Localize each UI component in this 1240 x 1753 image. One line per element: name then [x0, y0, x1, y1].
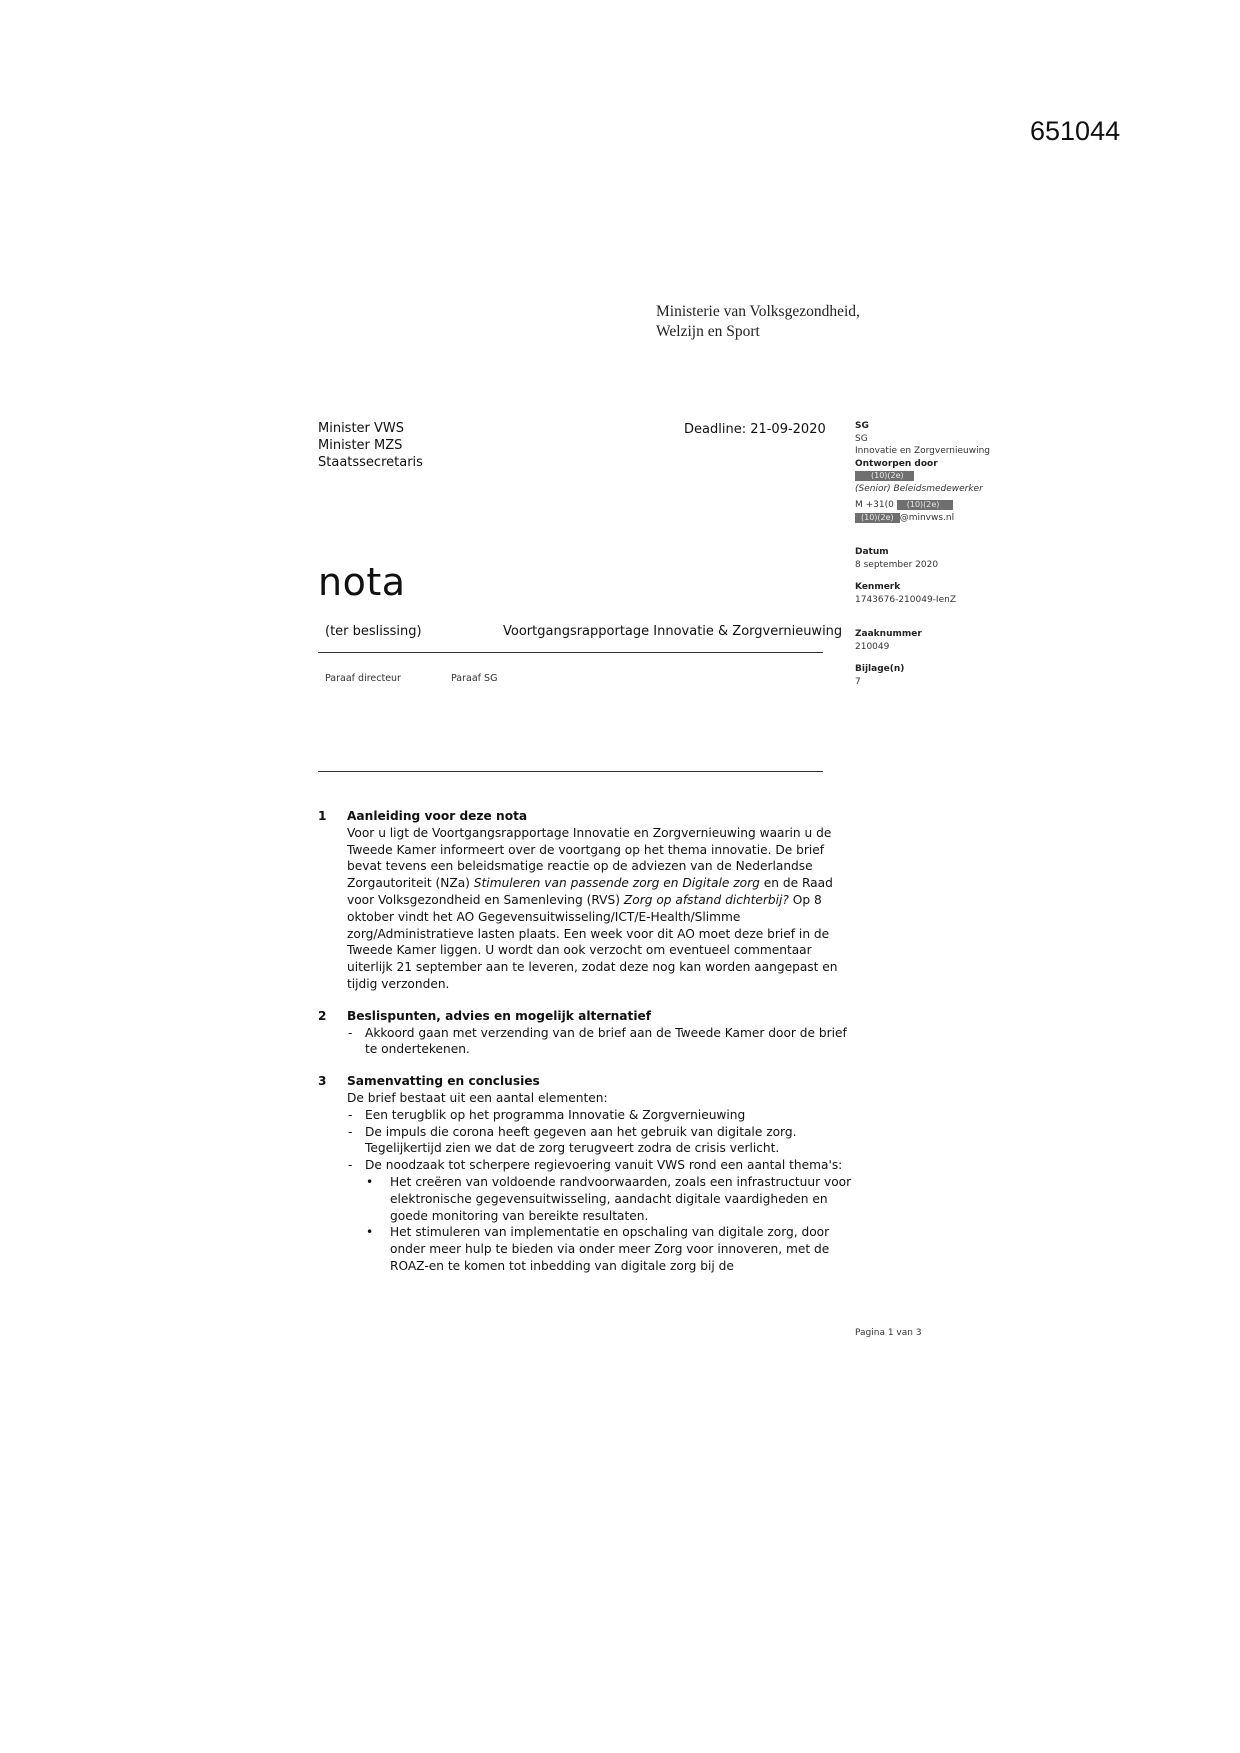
- redacted-phone: (10)(2e): [897, 500, 954, 510]
- recipient: Minister MZS: [318, 438, 403, 453]
- list-item: [347, 1157, 853, 1275]
- document-body: [318, 808, 853, 1290]
- kenmerk-label: Kenmerk: [855, 582, 901, 592]
- section-heading: Aanleiding voor deze nota: [347, 809, 528, 823]
- section-number: 2: [318, 1008, 327, 1023]
- section-heading: Samenvatting en conclusies: [347, 1074, 540, 1089]
- document-number: 651044: [1030, 116, 1121, 146]
- ontworpen-label: Ontworpen door: [855, 458, 938, 469]
- document-title: nota: [318, 560, 406, 604]
- bullet-item: • Het creëren van voldoende randvoorwaarden, zoals een infrastructuur voor elektronische gegevensuitwisseling, aandacht digitale vaardigheden en goede monitoring van bereikte resultaten.: [365, 1174, 853, 1224]
- text-run: en de Raad voor Volksgezondheid en Samenleving (RVS): [347, 876, 833, 907]
- zaaknummer-value: 210049: [855, 641, 890, 652]
- org-line: SG: [855, 433, 868, 444]
- bullet-item: • Het stimuleren van implementatie en opschaling van digitale zorg, door onder meer hulp te bieden via onder meer Zorg voor innoveren, met de ROAZ-en te komen tot inbedding van digitale zorg bij de: [365, 1224, 853, 1274]
- list-item: - De impuls die corona heeft gegeven aan het gebruik van digitale zorg. Tegelijkertijd zien we dat de zorg terugveert zodra de crisis verlicht.: [347, 1124, 853, 1158]
- datum-label: Datum: [855, 547, 889, 557]
- text-run: Op 8 oktober vindt het AO Gegevensuitwisseling/ICT/E-Health/Slimme zorg/Administratieve lasten plaats. Een week voor dit AO moet deze brief in de Tweede Kamer liggen. U wordt dan ook verzocht om eventueel commentaar uiterlijk 21 september aan te leveren, zodat deze nog kan worden aangepast en tijdig verzonden.: [347, 892, 838, 991]
- section-heading: Beslispunten, advies en mogelijk alternatief: [347, 1008, 652, 1023]
- datum-value: 8 september 2020: [855, 559, 939, 570]
- metadata-sidebar: [855, 420, 1035, 688]
- divider-top: [318, 652, 823, 653]
- bijlage-value: 7: [855, 676, 861, 687]
- section-2: [318, 1008, 853, 1058]
- divider-bottom: [318, 771, 823, 772]
- paraaf-directeur: Paraaf directeur: [325, 673, 401, 684]
- deadline: Deadline: 21-09-2020: [684, 422, 826, 437]
- section-number: 3: [318, 1074, 327, 1089]
- email-suffix: @minvws.nl: [899, 512, 955, 523]
- section-3: [318, 1073, 853, 1275]
- bijlage-label: Bijlage(n): [855, 664, 905, 674]
- list-item: - Een terugblik op het programma Innovatie & Zorgvernieuwing: [347, 1107, 853, 1124]
- recipient: Minister VWS: [318, 421, 405, 436]
- section-intro: De brief bestaat uit een aantal elementen:: [347, 1090, 608, 1105]
- org-label: SG: [855, 421, 869, 431]
- recipients: [318, 420, 423, 471]
- page-number: Pagina 1 van 3: [855, 1328, 922, 1338]
- text-run-italic: Zorg op afstand dichterbij?: [623, 892, 789, 907]
- dash-list: [347, 1107, 853, 1275]
- purpose-label: (ter beslissing): [325, 624, 422, 639]
- dash-list: [347, 1025, 853, 1059]
- zaaknummer-label: Zaaknummer: [855, 629, 922, 639]
- ministry-line-2: Welzijn en Sport: [656, 323, 760, 340]
- section-paragraph: [347, 825, 853, 993]
- phone-line: [855, 499, 1035, 512]
- list-item-text: De noodzaak tot scherpere regievoering vanuit VWS rond een aantal thema's:: [365, 1158, 843, 1173]
- text-run-italic: Stimuleren van passende zorg en Digitale zorg: [473, 876, 760, 891]
- paraaf-sg: Paraaf SG: [451, 673, 498, 684]
- org-line: Innovatie en Zorgvernieuwing: [855, 446, 990, 456]
- list-item: - Akkoord gaan met verzending van de brief aan de Tweede Kamer door de brief te ondertekenen.: [347, 1025, 853, 1059]
- subject: Voortgangsrapportage Innovatie & Zorgvernieuwing: [503, 624, 843, 639]
- text-run: Voor u ligt de Voortgangsrapportage Innovatie en Zorgvernieuwing waarin u de Tweede Kamer informeert over de voortgang op het thema innovatie. De brief bevat tevens een beleidsmatige reactie op de adviezen van de Nederlandse Zorgautoriteit (NZa): [347, 825, 832, 891]
- email-line: [855, 512, 1035, 525]
- author-role: (Senior) Beleidsmedewerker: [855, 483, 983, 494]
- phone-prefix: M +31(0: [855, 500, 894, 510]
- ministry-line-1: Ministerie van Volksgezondheid,: [656, 303, 860, 320]
- redacted-name: (10)(2e): [855, 471, 914, 481]
- kenmerk-value: 1743676-210049-IenZ: [855, 594, 956, 605]
- ministry-logo-text: [656, 302, 860, 342]
- recipient: Staatssecretaris: [318, 455, 423, 470]
- bullet-list: [365, 1174, 853, 1275]
- section-number: 1: [318, 809, 327, 823]
- redacted-email: (10)(2e): [855, 513, 900, 523]
- section-1: [318, 808, 853, 993]
